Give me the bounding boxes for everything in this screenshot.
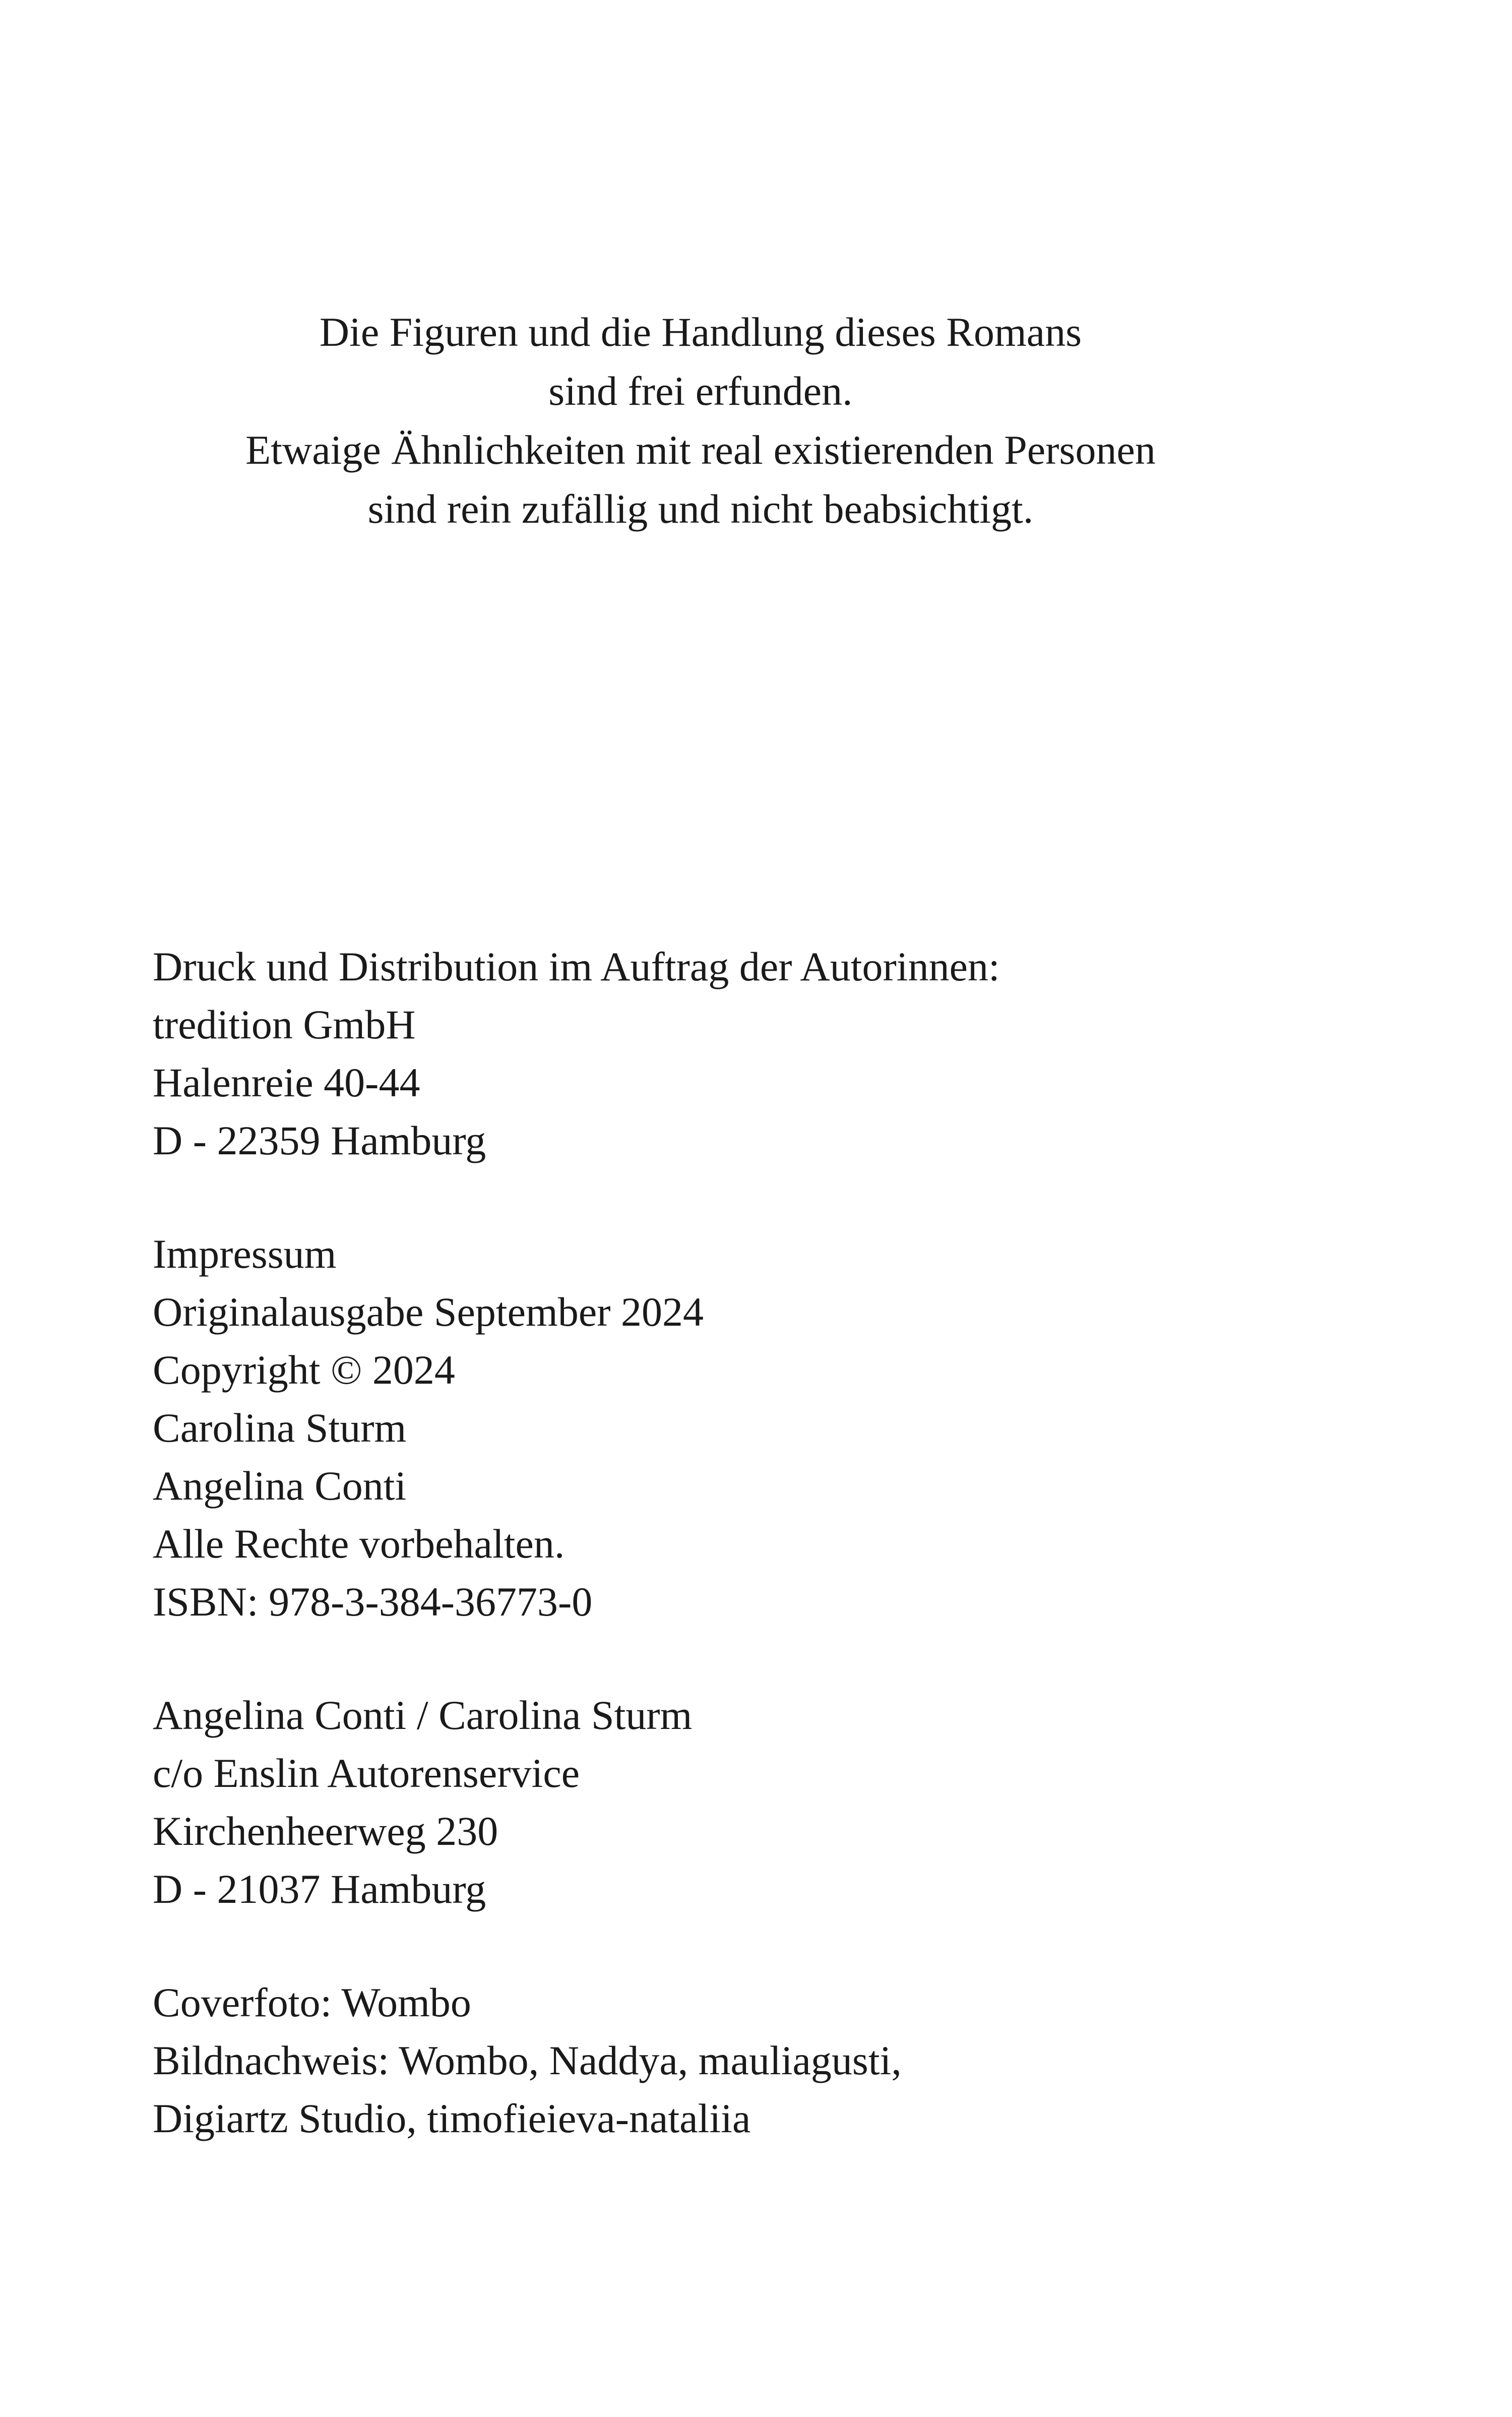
disclaimer-line: sind rein zufällig und nicht beabsichtigt. [367, 486, 1034, 532]
contact-street: Kirchenheerweg 230 [153, 1808, 498, 1854]
rights-line: Alle Rechte vorbehalten. [153, 1521, 565, 1567]
copyright-line: Copyright © 2024 [153, 1347, 455, 1393]
printer-name: tredition GmbH [153, 1002, 416, 1047]
printer-line: Druck und Distribution im Auftrag der Autorinnen: [153, 944, 1000, 989]
printer-street: Halenreie 40-44 [153, 1060, 420, 1105]
disclaimer-line: Etwaige Ähnlichkeiten mit real existierenden Personen [245, 427, 1156, 473]
isbn-line: ISBN: 978-3-384-36773-0 [153, 1579, 593, 1625]
contact-names: Angelina Conti / Carolina Sturm [153, 1692, 692, 1738]
author-name: Carolina Sturm [153, 1405, 407, 1451]
disclaimer-block [151, 302, 1250, 538]
author-name: Angelina Conti [153, 1463, 407, 1509]
credits-block [153, 1973, 902, 2147]
disclaimer-line: sind frei erfunden. [548, 368, 853, 414]
edition-line: Originalausgabe September 2024 [153, 1289, 704, 1335]
impressum-heading: Impressum [153, 1231, 337, 1277]
contact-service: c/o Enslin Autorenservice [153, 1750, 580, 1796]
printer-city: D - 22359 Hamburg [153, 1118, 486, 1163]
impressum-block [153, 1225, 704, 1631]
disclaimer-line: Die Figuren und die Handlung dieses Romans [319, 309, 1082, 355]
contact-block [153, 1686, 692, 1918]
contact-city: D - 21037 Hamburg [153, 1866, 486, 1912]
cover-photo-credit: Coverfoto: Wombo [153, 1979, 471, 2025]
image-credit-line: Digiartz Studio, timofieieva-nataliia [153, 2095, 751, 2141]
image-credit-line: Bildnachweis: Wombo, Naddya, mauliagusti, [153, 2037, 902, 2083]
printer-block [153, 938, 1000, 1169]
